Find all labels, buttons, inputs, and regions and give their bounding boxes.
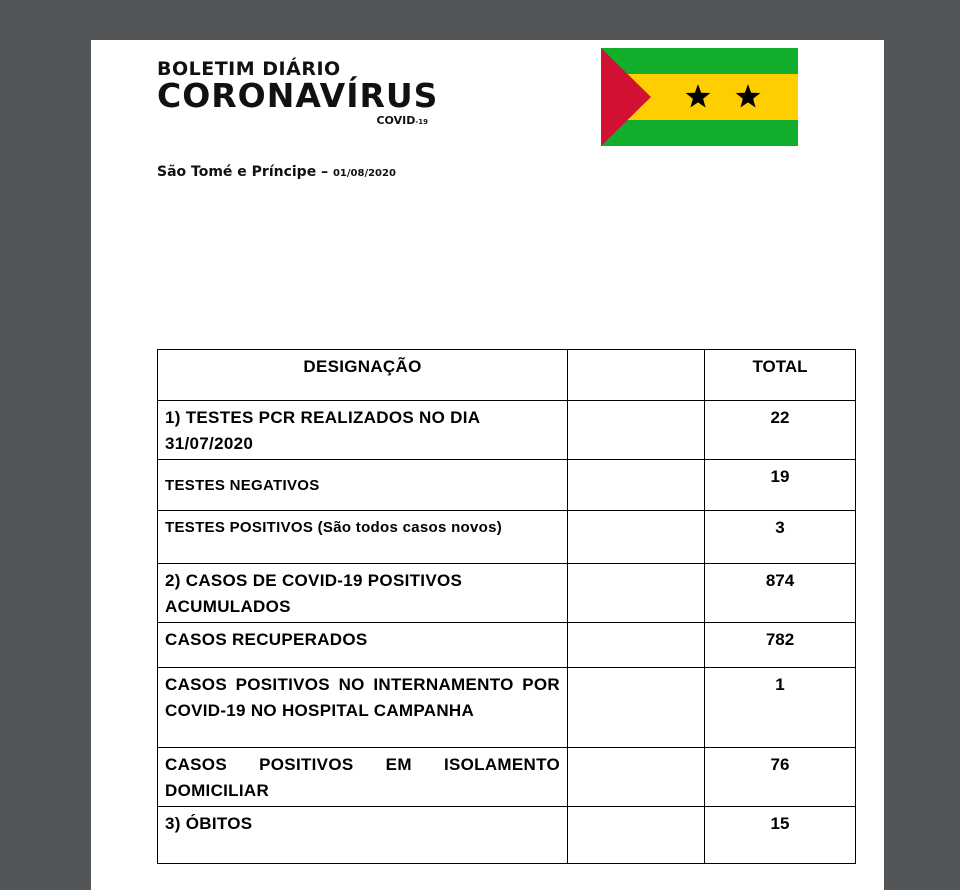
- row-middle: [568, 668, 705, 748]
- table-row: [158, 460, 856, 511]
- header-line3: [157, 114, 432, 129]
- row-label: 1) TESTES PCR REALIZADOS NO DIA 31/07/2020: [158, 401, 568, 460]
- header-covid: COVID: [376, 114, 416, 127]
- row-label: TESTES POSITIVOS (São todos casos novos): [158, 511, 568, 564]
- row-label: CASOS POSITIVOS NO INTERNAMENTO POR COVID-19 NO HOSPITAL CAMPANHA: [158, 668, 568, 748]
- table-row: [158, 668, 856, 748]
- table-row: [158, 748, 856, 807]
- bulletin-date: 01/08/2020: [332, 168, 396, 179]
- row-total: 22: [705, 401, 856, 460]
- row-total: 782: [705, 623, 856, 668]
- table-row: [158, 401, 856, 460]
- header-covid-suffix: -19: [415, 118, 428, 126]
- row-middle: [568, 564, 705, 623]
- flag-green-top: [601, 48, 798, 74]
- table-row: [158, 511, 856, 564]
- header-title: CORONAVÍRUS: [157, 76, 439, 115]
- row-label: 2) CASOS DE COVID-19 POSITIVOS ACUMULADOS: [158, 564, 568, 623]
- header-line1: BOLETIM DIÁRIO: [157, 58, 341, 80]
- document-page: [91, 40, 884, 890]
- row-middle: [568, 460, 705, 511]
- table-row: [158, 623, 856, 668]
- row-total: 874: [705, 564, 856, 623]
- row-total: 19: [705, 460, 856, 511]
- table-row: [158, 564, 856, 623]
- location-date-line: [157, 164, 396, 180]
- row-middle: [568, 748, 705, 807]
- header-total: TOTAL: [705, 350, 856, 401]
- header-middle: [568, 350, 705, 401]
- row-total: 3: [705, 511, 856, 564]
- location-text: São Tomé e Príncipe –: [157, 164, 333, 180]
- row-middle: [568, 807, 705, 864]
- table-header-row: [158, 350, 856, 401]
- row-label: CASOS POSITIVOS EM ISOLAMENTO DOMICILIAR: [158, 748, 568, 807]
- bulletin-header: [157, 58, 439, 129]
- row-label: 3) ÓBITOS: [158, 807, 568, 864]
- row-total: 1: [705, 668, 856, 748]
- sao-tome-flag-icon: [601, 48, 798, 146]
- row-middle: [568, 401, 705, 460]
- row-label: CASOS RECUPERADOS: [158, 623, 568, 668]
- row-total: 15: [705, 807, 856, 864]
- header-designation: DESIGNAÇÃO: [158, 350, 568, 401]
- covid-statistics-table: [157, 349, 856, 864]
- row-middle: [568, 623, 705, 668]
- row-middle: [568, 511, 705, 564]
- table-row: [158, 807, 856, 864]
- row-label: TESTES NEGATIVOS: [158, 460, 568, 511]
- row-total: 76: [705, 748, 856, 807]
- flag-green-bottom: [601, 120, 798, 146]
- statistics-table-wrap: [157, 349, 856, 864]
